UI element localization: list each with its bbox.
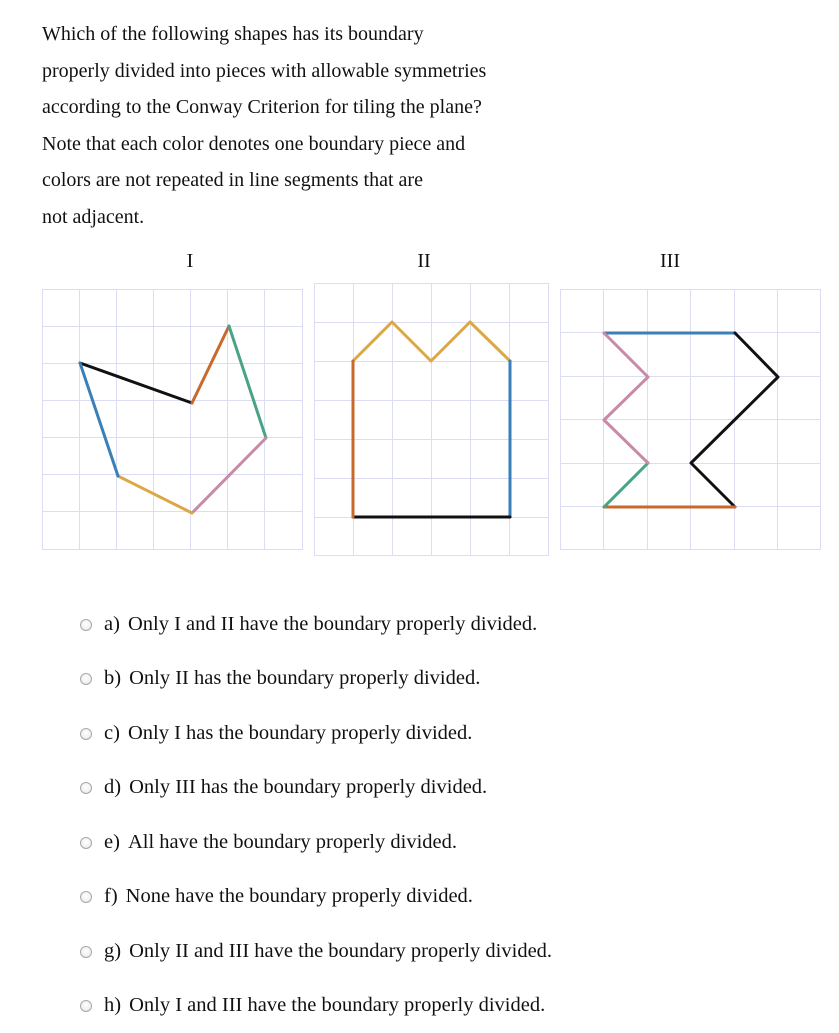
option-d[interactable] [80,761,552,816]
radio-button[interactable] [80,946,92,958]
figure-3-panel [560,289,822,551]
question-line: Which of the following shapes has its boundary [42,16,602,53]
fig1-segment-black [80,363,192,403]
option-letter: b) [104,667,121,690]
radio-button[interactable] [80,782,92,794]
fig3-segment-green [604,463,648,507]
option-h[interactable] [80,979,552,1033]
option-b[interactable] [80,652,552,707]
option-letter: g) [104,940,121,963]
option-letter: h) [104,994,121,1017]
option-text: All have the boundary properly divided. [128,831,457,854]
option-letter: d) [104,776,121,799]
option-letter: f) [104,885,118,908]
radio-button[interactable] [80,728,92,740]
figure-2-panel [314,283,550,557]
option-c[interactable] [80,706,552,761]
figure-1-panel [42,289,304,551]
fig3-segment-pink [604,333,648,463]
radio-button[interactable] [80,837,92,849]
question-line: Note that each color denotes one boundary piece and [42,126,602,163]
question-line: not adjacent. [42,199,602,236]
figure-3-grid [560,289,821,550]
option-f[interactable] [80,870,552,925]
radio-button[interactable] [80,1000,92,1012]
question-line: according to the Conway Criterion for tiling the plane? [42,89,602,126]
question-line: colors are not repeated in line segments that are [42,162,602,199]
fig1-segment-pink [192,438,266,513]
figure-label-2: II [394,250,454,273]
option-text: Only III has the boundary properly divided. [129,776,487,799]
answer-options [80,597,552,1033]
option-text: None have the boundary properly divided. [126,885,473,908]
option-letter: a) [104,613,120,636]
option-letter: e) [104,831,120,854]
figure-label-3: III [640,250,700,273]
figure-2-grid [314,283,549,556]
question-line: properly divided into pieces with allowable symmetries [42,53,602,90]
figure-3-diagram [560,289,822,551]
figure-1-grid [42,289,303,550]
figure-label-1: I [160,250,220,273]
option-text: Only II has the boundary properly divided. [129,667,480,690]
option-text: Only I and II have the boundary properly divided. [128,613,537,636]
option-text: Only I and III have the boundary properly divided. [129,994,545,1017]
figure-1-diagram [42,289,304,551]
radio-button[interactable] [80,619,92,631]
fig1-segment-green [229,326,266,438]
option-letter: c) [104,722,120,745]
figure-2-diagram [314,283,550,557]
radio-button[interactable] [80,891,92,903]
radio-button[interactable] [80,673,92,685]
option-text: Only II and III have the boundary properly divided. [129,940,552,963]
question-text [42,16,602,235]
fig1-segment-orange [192,326,229,403]
fig1-segment-blue [80,363,118,476]
fig1-segment-yellow [118,476,192,513]
option-e[interactable] [80,815,552,870]
option-g[interactable] [80,924,552,979]
option-text: Only I has the boundary properly divided. [128,722,472,745]
option-a[interactable] [80,597,552,652]
